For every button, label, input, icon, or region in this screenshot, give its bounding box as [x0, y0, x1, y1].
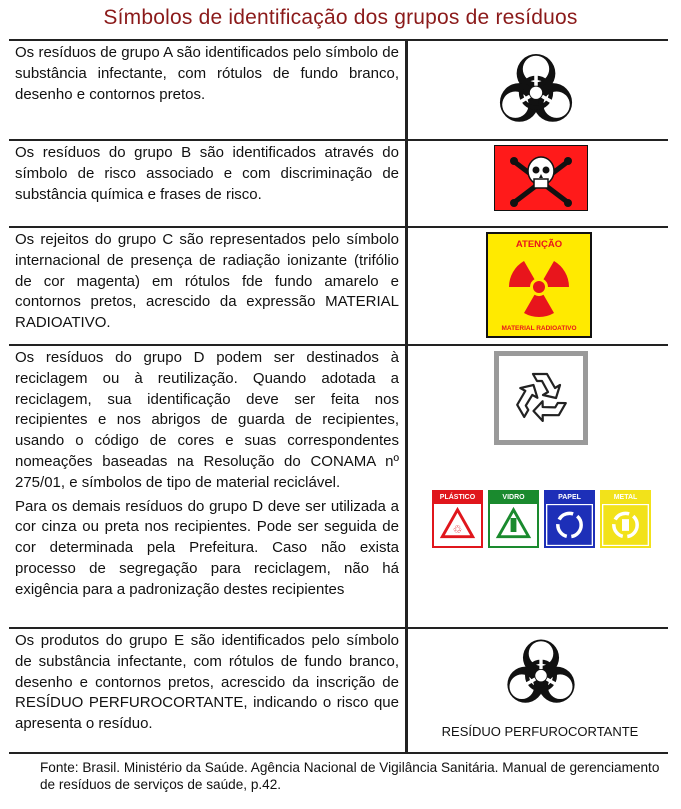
group-b-symbol-cell [407, 140, 669, 227]
page-title: Símbolos de identificação dos grupos de resíduos [103, 6, 578, 29]
table-row-group-a [9, 40, 668, 140]
recycle-sign [494, 351, 588, 445]
group-b-description: Os resíduos do grupo B são identificados através do símbolo de risco associado e com discriminação de substância química e frases de risco. [9, 140, 407, 227]
bin-plastico-label: PLÁSTICO [434, 492, 481, 504]
bin-papel [544, 490, 595, 548]
recycle-icon [490, 504, 537, 546]
biohazard-icon [486, 47, 586, 135]
recycle-icon [434, 504, 481, 546]
bin-papel-label: PAPEL [546, 492, 593, 504]
bin-vidro-label: VIDRO [490, 492, 537, 504]
waste-groups-table [9, 39, 668, 754]
radiation-sign [486, 232, 592, 338]
group-a-symbol-cell [407, 40, 669, 140]
bin-metal [600, 490, 651, 548]
bin-vidro [488, 490, 539, 548]
source-footer: Fonte: Brasil. Ministério da Saúde. Agência Nacional de Vigilância Sanitária. Manual de gerenciamento de resíduos de serviços de saúde, p.42. [40, 760, 660, 792]
biohazard-icon [494, 633, 588, 715]
perfurocortante-caption: RESÍDUO PERFUROCORTANTE [441, 724, 639, 739]
bin-metal-label: METAL [602, 492, 649, 504]
group-a-description: Os resíduos de grupo A são identificados pelo símbolo de substância infectante, com rótulos de fundo branco, desenho e contornos pretos. [9, 40, 407, 140]
group-d-symbol-cell [407, 345, 669, 628]
recycle-icon [602, 504, 649, 546]
group-d-description [9, 345, 407, 628]
svg-text:♲: ♲ [452, 524, 463, 537]
table-row-group-c [9, 227, 668, 345]
recycling-bins [432, 490, 652, 552]
skull-crossbones-icon [494, 145, 588, 211]
radiation-sign-bottom-label: MATERIAL RADIOATIVO [501, 325, 577, 332]
table-row-group-b [9, 140, 668, 227]
group-e-symbol-cell [407, 628, 669, 753]
recycle-icon [509, 366, 573, 430]
group-d-text-other: Para os demais resíduos do grupo D deve ser utilizada a cor cinza ou preta nos recipientes. Pode ser seguida de cor determinada pela Prefeitura. Caso não exista processo de segregação para reciclagem, não há exigência para a padronização destes recipientes [15, 497, 399, 598]
table-row-group-d [9, 345, 668, 628]
group-e-description: Os produtos do grupo E são identificados pelo símbolo de substância infectante, com rótulos de fundo branco, desenho e contornos pretos, acrescido da inscrição de RESÍDUO PERFUROCORTANTE, indicando o risco que apresenta o resíduo. [9, 628, 407, 753]
group-c-symbol-cell [407, 227, 669, 345]
bin-plastico [432, 490, 483, 548]
group-d-text-recycling: Os resíduos do grupo D podem ser destinados à reciclagem ou à reutilização. Quando adotada a reciclagem, sua identificação deve ser feita nos recipientes e nos abrigos de guarda de recipientes, usando o código de cores e suas correspondentes nomeações baseadas na Resolução do CONAMA nº 275/01, e símbolos de tipo de material reciclável. [15, 349, 399, 491]
radiation-icon [506, 254, 572, 320]
recycle-icon [546, 504, 593, 546]
group-c-description: Os rejeitos do grupo C são representados pelo símbolo internacional de presença de radiação ionizante (trifólio de cor magenta) em rótulos fde fundo amarelo e contornos pretos, acrescido da expressão MATERIAL RADIOATIVO. [9, 227, 407, 345]
table-row-group-e [9, 628, 668, 753]
radiation-sign-top-label: ATENÇÃO [515, 239, 563, 250]
